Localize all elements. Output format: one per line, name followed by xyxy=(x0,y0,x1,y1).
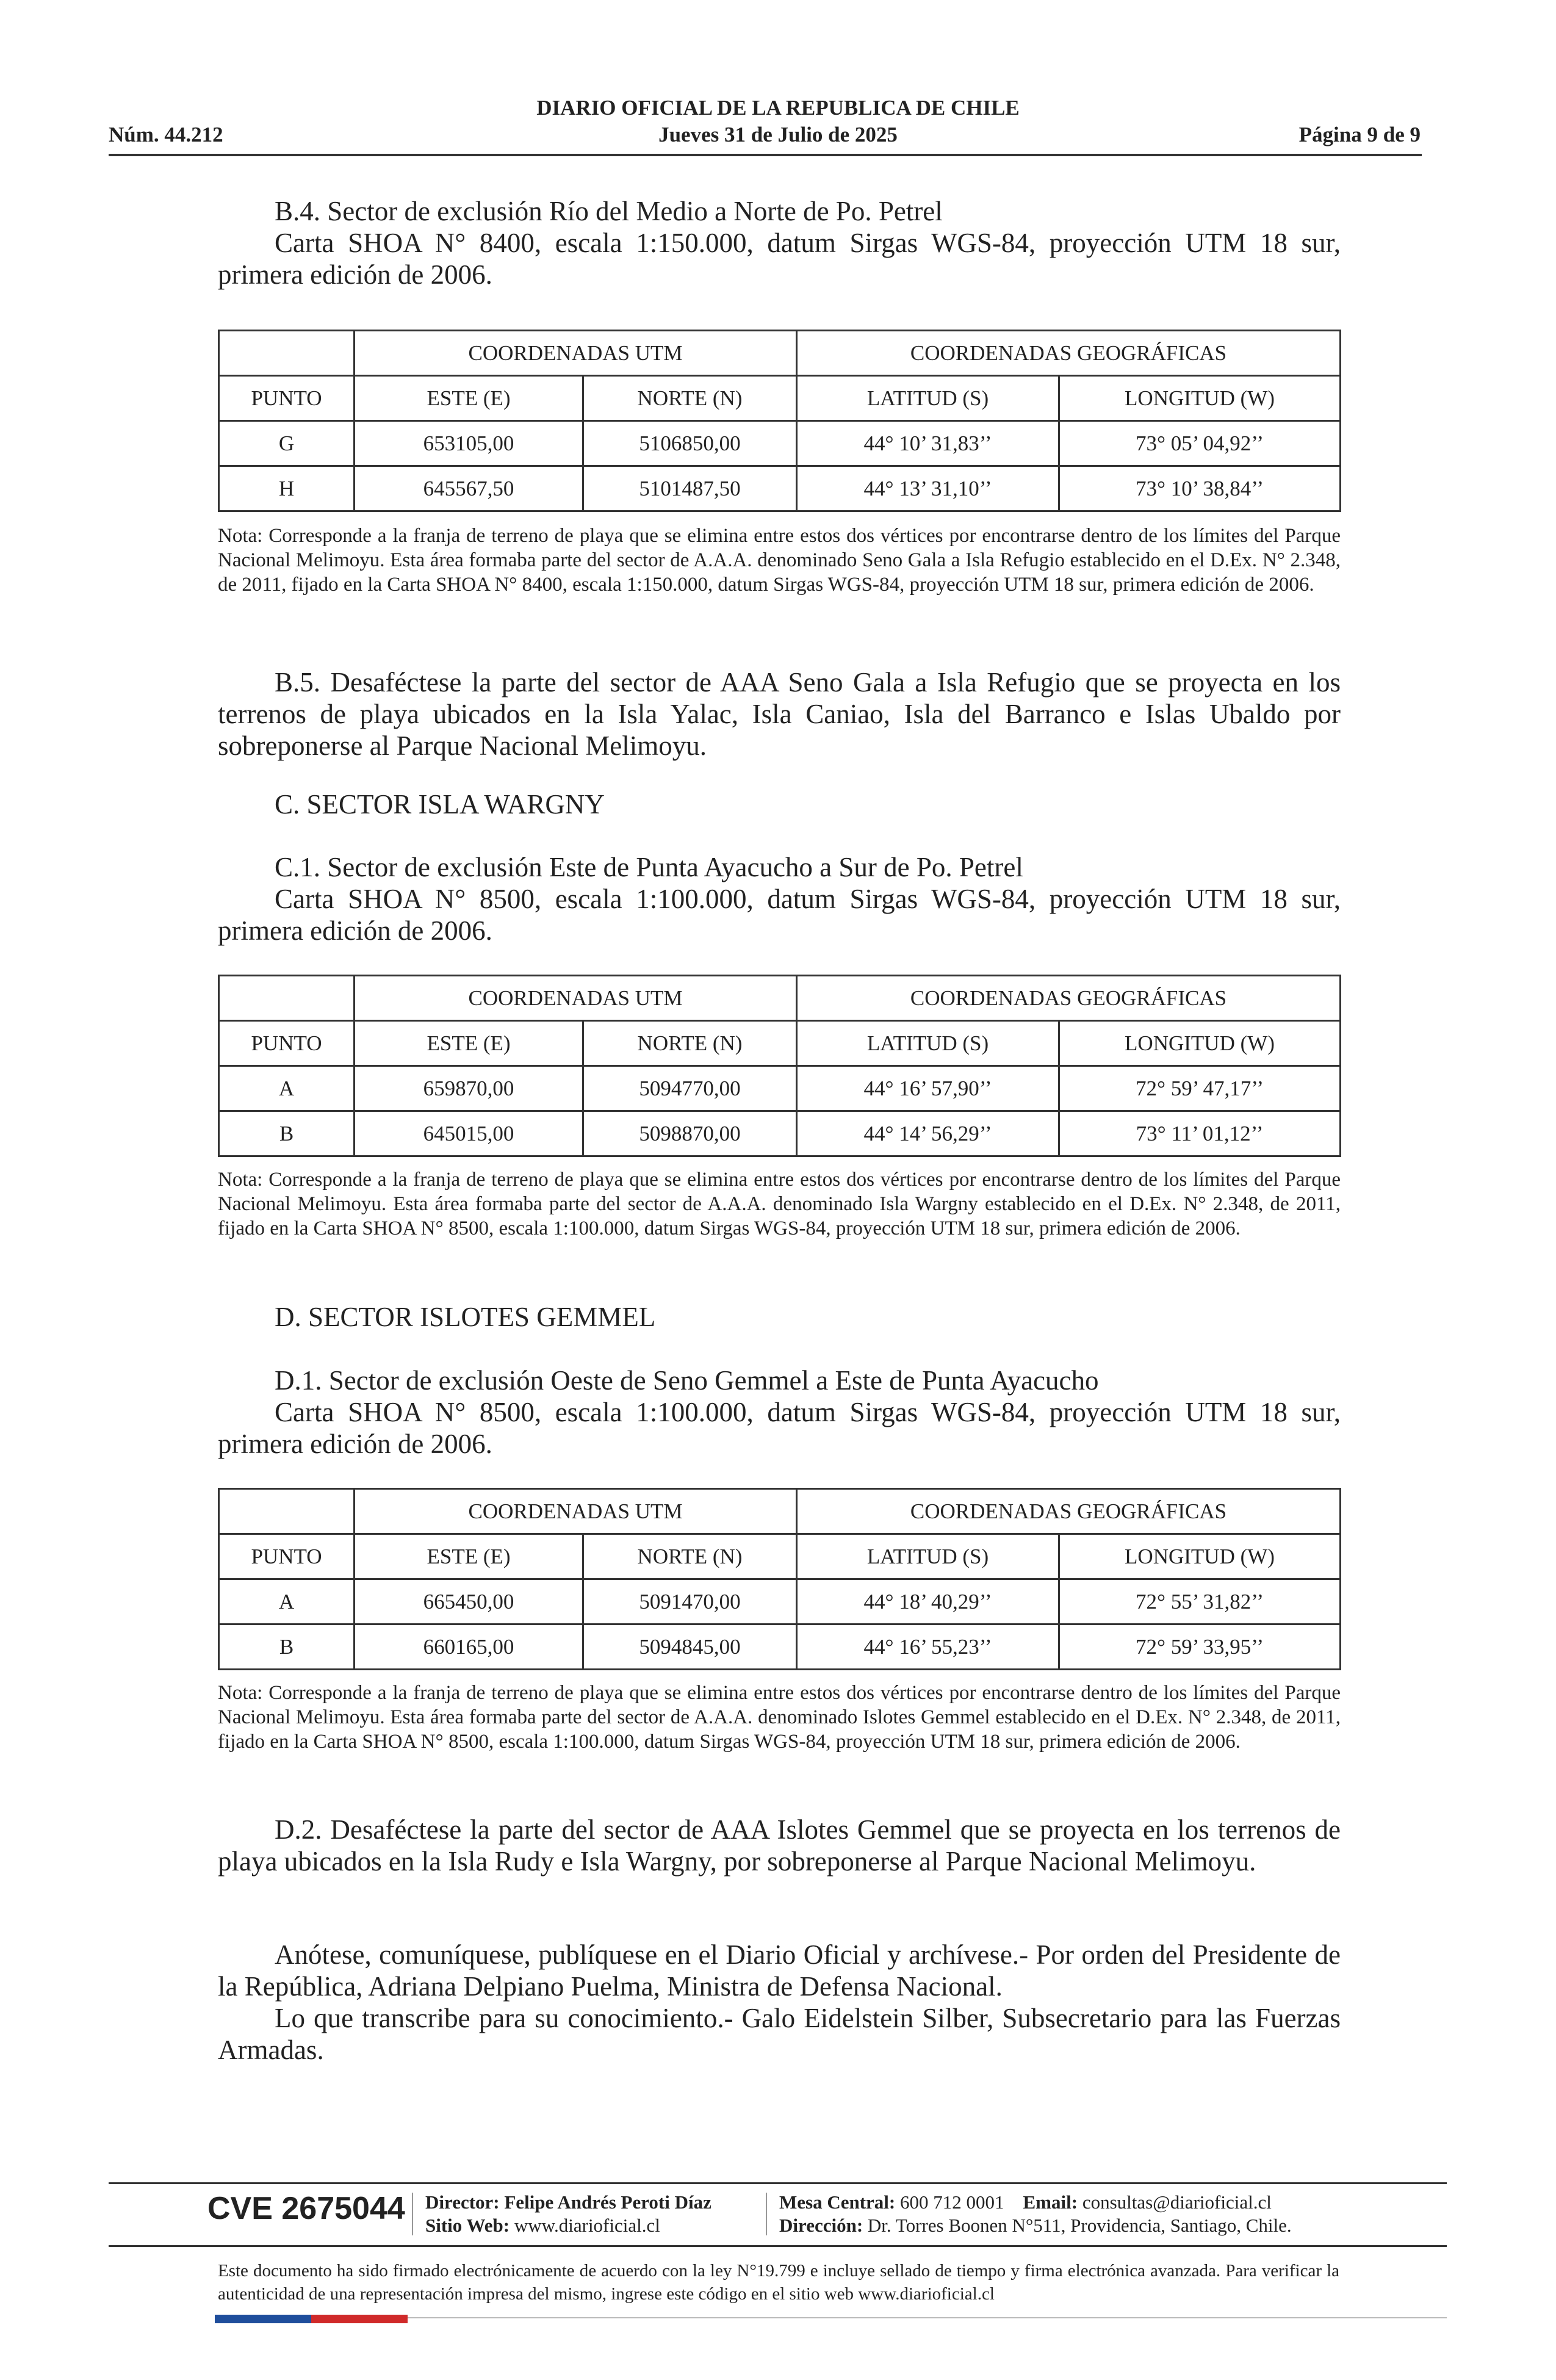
longitud-header: LONGITUD (W) xyxy=(1059,1534,1341,1579)
longitud-cell: 73° 11’ 01,12’’ xyxy=(1059,1111,1341,1156)
longitud-cell: 72° 59’ 33,95’’ xyxy=(1059,1625,1341,1670)
newspaper-title: DIARIO OFICIAL DE LA REPUBLICA DE CHILE xyxy=(536,96,1020,120)
norte-cell: 5091470,00 xyxy=(583,1579,797,1625)
b4-carta-text: Carta SHOA N° 8400, escala 1:150.000, datum Sirgas WGS-84, proyección UTM 18 sur, primera edición de 2006. xyxy=(218,228,1341,290)
table-row xyxy=(219,1066,1341,1111)
norte-header: NORTE (N) xyxy=(583,1534,797,1579)
flag-bar-red xyxy=(311,2315,408,2323)
longitud-cell: 73° 10’ 38,84’’ xyxy=(1059,466,1341,511)
blank-header-cell xyxy=(219,331,355,376)
c1-coordinates-table xyxy=(218,975,1341,1157)
cve-code: CVE 2675044 xyxy=(207,2191,405,2226)
punto-cell: B xyxy=(219,1625,355,1670)
c1-carta-text: Carta SHOA N° 8500, escala 1:100.000, datum Sirgas WGS-84, proyección UTM 18 sur, primera edición de 2006. xyxy=(218,884,1341,946)
closing-order: Anótese, comuníquese, publíquese en el Diario Oficial y archívese.- Por orden del Presidente de la República, Adriana Delpiano Puelma, Ministra de Defensa Nacional. xyxy=(218,1939,1341,2002)
table-row xyxy=(219,1579,1341,1625)
punto-cell: G xyxy=(219,421,355,466)
longitud-header: LONGITUD (W) xyxy=(1059,376,1341,421)
punto-header: PUNTO xyxy=(219,1534,355,1579)
footer-bottom-rule xyxy=(408,2317,1447,2318)
latitud-cell: 44° 18’ 40,29’’ xyxy=(797,1579,1059,1625)
blank-header-cell xyxy=(219,1489,355,1534)
section-c-title: C. SECTOR ISLA WARGNY xyxy=(275,789,605,820)
d1-note: Nota: Corresponde a la franja de terreno de playa que se elimina entre estos dos vértices por encontrarse dentro de los límites del Parque Nacional Melimoyu. Esta área formaba parte del sector de A.A.A. denominado Islotes Gemmel establecido en el D.Ex. N° 2.348, de 2011, fijado en la Carta SHOA N° 8500, escala 1:100.000, datum Sirgas WGS-84, proyección UTM 18 sur, primera edición de 2006. xyxy=(218,1682,1341,1753)
norte-cell: 5106850,00 xyxy=(583,421,797,466)
d2-paragraph xyxy=(218,1814,1341,1877)
norte-cell: 5101487,50 xyxy=(583,466,797,511)
b5-paragraph xyxy=(218,666,1341,762)
section-d-title: D. SECTOR ISLOTES GEMMEL xyxy=(275,1302,656,1332)
este-cell: 645015,00 xyxy=(355,1111,583,1156)
issue-number: Núm. 44.212 xyxy=(109,123,223,146)
punto-header: PUNTO xyxy=(219,1021,355,1066)
latitud-cell: 44° 14’ 56,29’’ xyxy=(797,1111,1059,1156)
latitud-cell: 44° 16’ 57,90’’ xyxy=(797,1066,1059,1111)
phone-label: Mesa Central: xyxy=(779,2191,896,2213)
footer-separator xyxy=(766,2193,767,2235)
electronic-signature-disclaimer: Este documento ha sido firmado electrónicamente de acuerdo con la ley N°19.799 e incluye sellado de tiempo y firma electrónica avanzada. Para verificar la autenticidad de una representación impresa del mismo, ingrese este código en el sitio web www.diarioficial.cl xyxy=(218,2261,1339,2304)
c1-title: C.1. Sector de exclusión Este de Punta Ayacucho a Sur de Po. Petrel xyxy=(275,852,1023,882)
b4-carta xyxy=(218,227,1341,290)
este-cell: 660165,00 xyxy=(355,1625,583,1670)
geo-header: COORDENADAS GEOGRÁFICAS xyxy=(797,331,1341,376)
phone-number: 600 712 0001 xyxy=(900,2191,1004,2213)
latitud-header: LATITUD (S) xyxy=(797,1534,1059,1579)
b4-note: Nota: Corresponde a la franja de terreno de playa que se elimina entre estos dos vértices por encontrarse dentro de los límites del Parque Nacional Melimoyu. Esta área formaba parte del sector de A.A.A. denominado Seno Gala a Isla Refugio establecido en el D.Ex. N° 2.348, de 2011, fijado en la Carta SHOA N° 8400, escala 1:150.000, datum Sirgas WGS-84, proyección UTM 18 sur, primera edición de 2006. xyxy=(218,525,1341,596)
utm-header: COORDENADAS UTM xyxy=(355,331,797,376)
punto-cell: B xyxy=(219,1111,355,1156)
utm-header: COORDENADAS UTM xyxy=(355,1489,797,1534)
table-row xyxy=(219,1111,1341,1156)
latitud-header: LATITUD (S) xyxy=(797,1021,1059,1066)
latitud-cell: 44° 13’ 31,10’’ xyxy=(797,466,1059,511)
director-label: Director: xyxy=(425,2191,500,2213)
closing-transcription: Lo que transcribe para su conocimiento.- Galo Eidelstein Silber, Subsecretario para las Fuerzas Armadas. xyxy=(218,2003,1341,2065)
d1-carta-text: Carta SHOA N° 8500, escala 1:100.000, datum Sirgas WGS-84, proyección UTM 18 sur, primera edición de 2006. xyxy=(218,1397,1341,1459)
este-cell: 653105,00 xyxy=(355,421,583,466)
blank-header-cell xyxy=(219,976,355,1021)
flag-bar-blue xyxy=(215,2315,311,2323)
este-header: ESTE (E) xyxy=(355,376,583,421)
norte-cell: 5098870,00 xyxy=(583,1111,797,1156)
closing-block xyxy=(218,1939,1341,2066)
b4-coordinates-table xyxy=(218,330,1341,512)
este-cell: 645567,50 xyxy=(355,466,583,511)
issue-date: Jueves 31 de Julio de 2025 xyxy=(658,123,898,146)
este-header: ESTE (E) xyxy=(355,1534,583,1579)
longitud-cell: 72° 55’ 31,82’’ xyxy=(1059,1579,1341,1625)
este-cell: 659870,00 xyxy=(355,1066,583,1111)
latitud-cell: 44° 10’ 31,83’’ xyxy=(797,421,1059,466)
website-link[interactable]: www.diarioficial.cl xyxy=(514,2215,660,2236)
footer-divider xyxy=(109,2182,1447,2184)
b4-title: B.4. Sector de exclusión Río del Medio a Norte de Po. Petrel xyxy=(275,196,943,226)
este-cell: 665450,00 xyxy=(355,1579,583,1625)
d1-carta xyxy=(218,1396,1341,1460)
header-divider xyxy=(109,154,1422,156)
latitud-header: LATITUD (S) xyxy=(797,376,1059,421)
punto-cell: A xyxy=(219,1066,355,1111)
email-label: Email: xyxy=(1023,2191,1078,2213)
punto-header: PUNTO xyxy=(219,376,355,421)
c1-note: Nota: Corresponde a la franja de terreno de playa que se elimina entre estos dos vértices por encontrarse dentro de los límites del Parque Nacional Melimoyu. Esta área formaba parte del sector de A.A.A. denominado Isla Wargny establecido en el D.Ex. N° 2.348, de 2011, fijado en la Carta SHOA N° 8500, escala 1:100.000, datum Sirgas WGS-84, proyección UTM 18 sur, primera edición de 2006. xyxy=(218,1169,1341,1239)
longitud-header: LONGITUD (W) xyxy=(1059,1021,1341,1066)
footer-divider xyxy=(109,2245,1447,2247)
website-label: Sitio Web: xyxy=(425,2215,510,2236)
d1-coordinates-table xyxy=(218,1488,1341,1670)
page-number: Página 9 de 9 xyxy=(1298,123,1421,146)
punto-cell: A xyxy=(219,1579,355,1625)
address-text: Dr. Torres Boonen N°511, Providencia, Santiago, Chile. xyxy=(867,2215,1292,2236)
footer-separator xyxy=(412,2193,413,2235)
d1-title: D.1. Sector de exclusión Oeste de Seno Gemmel a Este de Punta Ayacucho xyxy=(275,1365,1099,1396)
geo-header: COORDENADAS GEOGRÁFICAS xyxy=(797,1489,1341,1534)
punto-cell: H xyxy=(219,466,355,511)
footer-director-block xyxy=(425,2191,767,2237)
footer-contact-block xyxy=(779,2191,1353,2237)
address-label: Dirección: xyxy=(779,2215,863,2236)
norte-cell: 5094770,00 xyxy=(583,1066,797,1111)
table-row xyxy=(219,1625,1341,1670)
c1-carta xyxy=(218,883,1341,947)
este-header: ESTE (E) xyxy=(355,1021,583,1066)
table-row xyxy=(219,466,1341,511)
email-link[interactable]: consultas@diarioficial.cl xyxy=(1082,2191,1272,2213)
d2-text: D.2. Desaféctese la parte del sector de AAA Islotes Gemmel que se proyecta en los terrenos de playa ubicados en la Isla Rudy e Isla Wargny, por sobreponerse al Parque Nacional Melimoyu. xyxy=(218,1814,1341,1877)
latitud-cell: 44° 16’ 55,23’’ xyxy=(797,1625,1059,1670)
table-row xyxy=(219,421,1341,466)
norte-cell: 5094845,00 xyxy=(583,1625,797,1670)
longitud-cell: 72° 59’ 47,17’’ xyxy=(1059,1066,1341,1111)
longitud-cell: 73° 05’ 04,92’’ xyxy=(1059,421,1341,466)
norte-header: NORTE (N) xyxy=(583,376,797,421)
geo-header: COORDENADAS GEOGRÁFICAS xyxy=(797,976,1341,1021)
norte-header: NORTE (N) xyxy=(583,1021,797,1066)
b5-text: B.5. Desaféctese la parte del sector de AAA Seno Gala a Isla Refugio que se proyecta en los terrenos de playa ubicados en la Isla Yalac, Isla Caniao, Isla del Barranco e Islas Ubaldo por sobreponerse al Parque Nacional Melimoyu. xyxy=(218,667,1341,761)
utm-header: COORDENADAS UTM xyxy=(355,976,797,1021)
director-name: Felipe Andrés Peroti Díaz xyxy=(504,2191,711,2213)
